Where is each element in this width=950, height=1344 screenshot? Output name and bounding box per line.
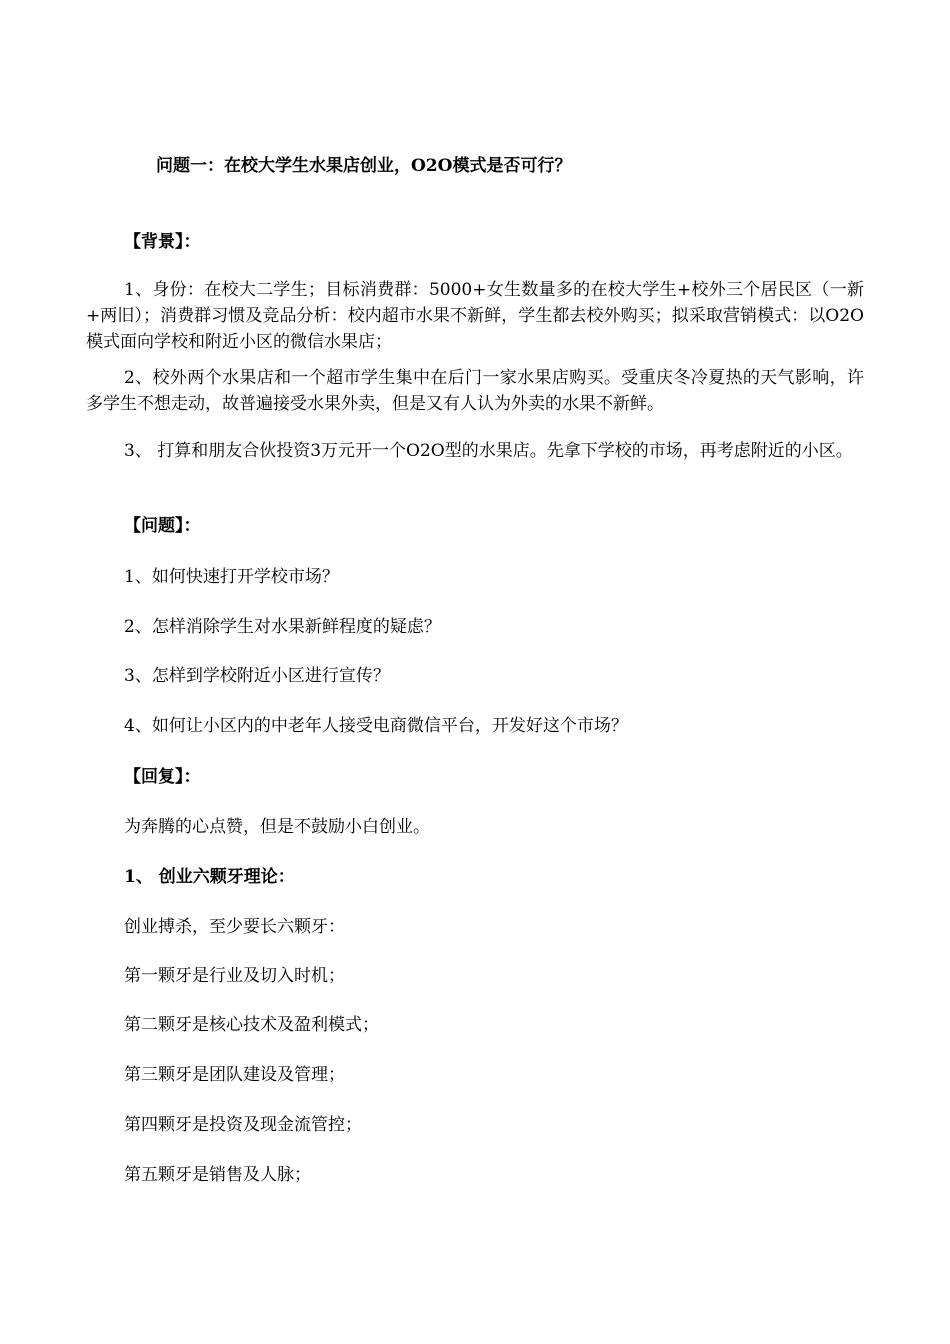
- background-heading: 【背景】：: [124, 232, 201, 252]
- reply-line-6: 第五颗牙是销售及人脉；: [124, 1165, 311, 1185]
- reply-line-3: 第二颗牙是核心技术及盈利模式；: [124, 1015, 379, 1035]
- document-title: 问题一：在校大学生水果店创业，O2O模式是否可行？: [156, 156, 572, 176]
- background-paragraph-3: 3、 打算和朋友合伙投资3万元开一个O2O型的水果店。先拿下学校的市场，再考虑附近的小区。: [124, 441, 853, 461]
- reply-heading: 【回复】：: [124, 767, 201, 787]
- background-paragraph-2: 2、校外两个水果店和一个超市学生集中在后门一家水果店购买。受重庆冬冷夏热的天气影响，许多学生不想走动，故普遍接受水果外卖，但是又有人认为外卖的水果不新鲜。: [86, 368, 864, 414]
- reply-line-4: 第三颗牙是团队建设及管理；: [124, 1065, 345, 1085]
- question-item-3: 3、怎样到学校附近小区进行宣传？: [124, 666, 390, 686]
- question-item-4: 4、如何让小区内的中老年人接受电商微信平台，开发好这个市场？: [124, 716, 628, 736]
- background-paragraph-1: 1、身份：在校大二学生；目标消费群：5000+女生数量多的在校大学生+校外三个居民区（一新+两旧）；消费群习惯及竞品分析：校内超市水果不新鲜，学生都去校外购买；拟采取营销模式：以O2O模式面向学校和附近小区的微信水果店；: [86, 280, 864, 352]
- question-item-2: 2、怎样消除学生对水果新鲜程度的疑虑？: [124, 617, 441, 637]
- reply-line-1: 创业搏杀，至少要长六颗牙：: [124, 917, 345, 937]
- question-item-1: 1、如何快速打开学校市场？: [124, 567, 339, 587]
- reply-intro: 为奔腾的心点赞，但是不鼓励小白创业。: [124, 817, 430, 837]
- reply-line-2: 第一颗牙是行业及切入时机；: [124, 966, 345, 986]
- questions-heading: 【问题】：: [124, 516, 201, 536]
- reply-line-5: 第四颗牙是投资及现金流管控；: [124, 1115, 362, 1135]
- reply-section-title: 1、 创业六颗牙理论：: [124, 867, 295, 887]
